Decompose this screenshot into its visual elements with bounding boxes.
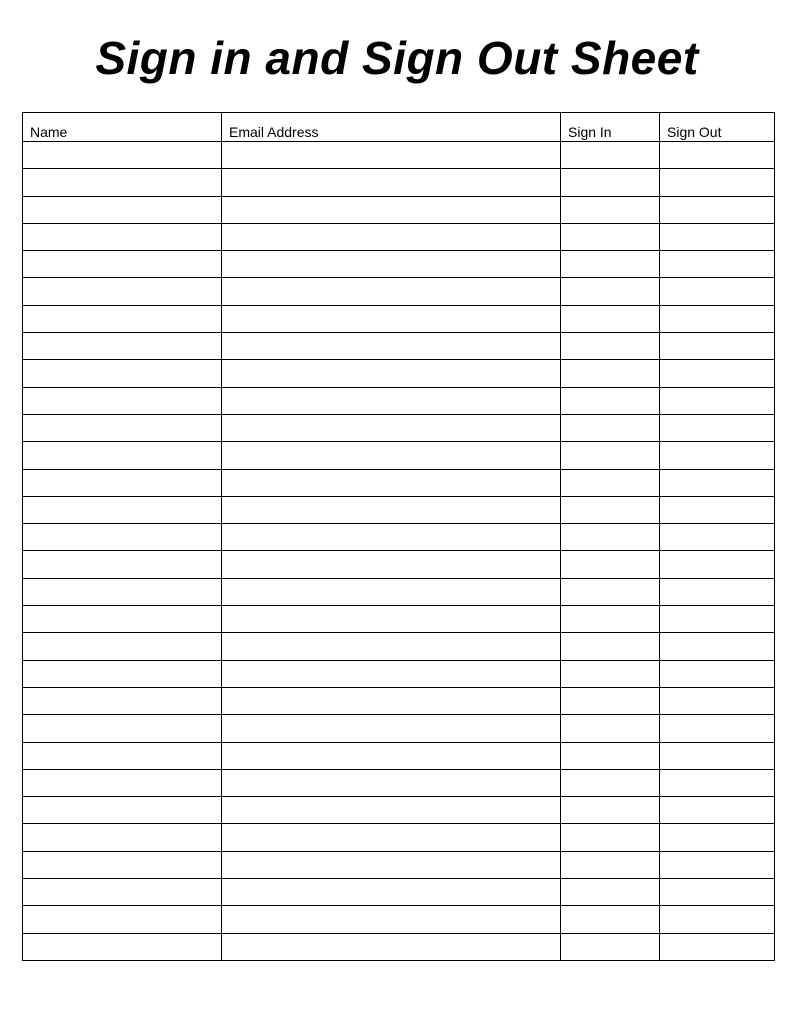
email-cell[interactable] [222, 687, 561, 714]
sign-out-cell[interactable] [660, 769, 775, 796]
email-cell[interactable] [222, 524, 561, 551]
header-email-address: Email Address [222, 113, 561, 142]
sign-in-cell[interactable] [561, 851, 660, 878]
sign-out-cell[interactable] [660, 524, 775, 551]
table-row [23, 305, 775, 332]
table-row [23, 524, 775, 551]
email-cell[interactable] [222, 305, 561, 332]
sign-out-cell[interactable] [660, 797, 775, 824]
sign-in-cell[interactable] [561, 223, 660, 250]
sign-in-cell[interactable] [561, 442, 660, 469]
name-cell[interactable] [23, 524, 222, 551]
email-cell[interactable] [222, 769, 561, 796]
sign-out-cell[interactable] [660, 742, 775, 769]
table-row [23, 824, 775, 851]
table-row [23, 769, 775, 796]
table-row [23, 851, 775, 878]
header-sign-in: Sign In [561, 113, 660, 142]
email-cell[interactable] [222, 551, 561, 578]
email-cell[interactable] [222, 223, 561, 250]
sign-out-cell[interactable] [660, 933, 775, 960]
sign-out-cell[interactable] [660, 906, 775, 933]
name-cell[interactable] [23, 196, 222, 223]
sign-out-cell[interactable] [660, 360, 775, 387]
table-row [23, 223, 775, 250]
sign-in-cell[interactable] [561, 278, 660, 305]
table-row [23, 251, 775, 278]
name-cell[interactable] [23, 169, 222, 196]
table-row [23, 606, 775, 633]
table-row [23, 797, 775, 824]
table-row [23, 333, 775, 360]
email-cell[interactable] [222, 606, 561, 633]
name-cell[interactable] [23, 824, 222, 851]
name-cell[interactable] [23, 606, 222, 633]
sign-out-cell[interactable] [660, 278, 775, 305]
name-cell[interactable] [23, 933, 222, 960]
name-cell[interactable] [23, 715, 222, 742]
email-cell[interactable] [222, 196, 561, 223]
name-cell[interactable] [23, 496, 222, 523]
name-cell[interactable] [23, 687, 222, 714]
header-sign-out: Sign Out [660, 113, 775, 142]
table-row [23, 469, 775, 496]
name-cell[interactable] [23, 442, 222, 469]
sign-in-cell[interactable] [561, 414, 660, 441]
table-row [23, 169, 775, 196]
name-cell[interactable] [23, 223, 222, 250]
sign-out-cell[interactable] [660, 305, 775, 332]
table-row [23, 742, 775, 769]
sign-out-cell[interactable] [660, 578, 775, 605]
table-row [23, 578, 775, 605]
sign-out-cell[interactable] [660, 851, 775, 878]
table-row [23, 387, 775, 414]
header-row [23, 113, 775, 142]
name-cell[interactable] [23, 578, 222, 605]
email-cell[interactable] [222, 933, 561, 960]
name-cell[interactable] [23, 797, 222, 824]
email-cell[interactable] [222, 360, 561, 387]
name-cell[interactable] [23, 742, 222, 769]
sign-out-cell[interactable] [660, 442, 775, 469]
email-cell[interactable] [222, 906, 561, 933]
table-row [23, 414, 775, 441]
sign-out-cell[interactable] [660, 142, 775, 169]
email-cell[interactable] [222, 251, 561, 278]
email-cell[interactable] [222, 742, 561, 769]
name-cell[interactable] [23, 906, 222, 933]
table-row [23, 496, 775, 523]
table-row [23, 687, 775, 714]
name-cell[interactable] [23, 387, 222, 414]
name-cell[interactable] [23, 879, 222, 906]
sign-in-cell[interactable] [561, 742, 660, 769]
sign-in-cell[interactable] [561, 606, 660, 633]
email-cell[interactable] [222, 633, 561, 660]
sign-in-cell[interactable] [561, 360, 660, 387]
table-row [23, 196, 775, 223]
sign-in-cell[interactable] [561, 251, 660, 278]
sign-out-cell[interactable] [660, 387, 775, 414]
sign-in-cell[interactable] [561, 687, 660, 714]
table-row [23, 879, 775, 906]
name-cell[interactable] [23, 278, 222, 305]
email-cell[interactable] [222, 851, 561, 878]
sign-out-cell[interactable] [660, 196, 775, 223]
name-cell[interactable] [23, 769, 222, 796]
sign-out-cell[interactable] [660, 169, 775, 196]
sign-in-cell[interactable] [561, 387, 660, 414]
sign-in-cell[interactable] [561, 469, 660, 496]
email-cell[interactable] [222, 879, 561, 906]
name-cell[interactable] [23, 851, 222, 878]
email-cell[interactable] [222, 797, 561, 824]
table-row [23, 442, 775, 469]
sign-in-cell[interactable] [561, 551, 660, 578]
sign-out-cell[interactable] [660, 333, 775, 360]
sign-out-cell[interactable] [660, 660, 775, 687]
name-cell[interactable] [23, 414, 222, 441]
sign-out-cell[interactable] [660, 687, 775, 714]
email-cell[interactable] [222, 824, 561, 851]
name-cell[interactable] [23, 251, 222, 278]
sign-in-cell[interactable] [561, 660, 660, 687]
table-body [23, 142, 775, 961]
sign-out-cell[interactable] [660, 496, 775, 523]
name-cell[interactable] [23, 633, 222, 660]
table-row [23, 633, 775, 660]
sign-out-cell[interactable] [660, 223, 775, 250]
sign-in-cell[interactable] [561, 142, 660, 169]
email-cell[interactable] [222, 333, 561, 360]
sign-in-cell[interactable] [561, 169, 660, 196]
sign-in-cell[interactable] [561, 879, 660, 906]
sign-out-cell[interactable] [660, 551, 775, 578]
email-cell[interactable] [222, 278, 561, 305]
email-cell[interactable] [222, 660, 561, 687]
sign-in-cell[interactable] [561, 769, 660, 796]
sign-in-cell[interactable] [561, 715, 660, 742]
sign-in-cell[interactable] [561, 824, 660, 851]
page-title: Sign in and Sign Out Sheet [95, 32, 699, 84]
sign-out-cell[interactable] [660, 606, 775, 633]
email-cell[interactable] [222, 715, 561, 742]
table-row [23, 660, 775, 687]
email-cell[interactable] [222, 496, 561, 523]
sign-in-cell[interactable] [561, 496, 660, 523]
email-cell[interactable] [222, 414, 561, 441]
email-cell[interactable] [222, 169, 561, 196]
email-cell[interactable] [222, 387, 561, 414]
sign-out-cell[interactable] [660, 824, 775, 851]
sign-out-cell[interactable] [660, 633, 775, 660]
sign-in-cell[interactable] [561, 305, 660, 332]
table-row [23, 278, 775, 305]
table-row [23, 906, 775, 933]
name-cell[interactable] [23, 305, 222, 332]
email-cell[interactable] [222, 142, 561, 169]
sign-out-cell[interactable] [660, 414, 775, 441]
name-cell[interactable] [23, 469, 222, 496]
sign-in-cell[interactable] [561, 933, 660, 960]
table-row [23, 142, 775, 169]
sign-out-cell[interactable] [660, 715, 775, 742]
sign-in-cell[interactable] [561, 524, 660, 551]
sign-in-cell[interactable] [561, 633, 660, 660]
header-name: Name [23, 113, 222, 142]
name-cell[interactable] [23, 360, 222, 387]
sign-in-cell[interactable] [561, 906, 660, 933]
table-row [23, 933, 775, 960]
sign-out-cell[interactable] [660, 879, 775, 906]
sign-in-cell[interactable] [561, 333, 660, 360]
table-row [23, 551, 775, 578]
name-cell[interactable] [23, 551, 222, 578]
sign-in-cell[interactable] [561, 578, 660, 605]
email-cell[interactable] [222, 578, 561, 605]
name-cell[interactable] [23, 142, 222, 169]
sign-in-table [22, 112, 775, 961]
email-cell[interactable] [222, 469, 561, 496]
sign-out-cell[interactable] [660, 251, 775, 278]
email-cell[interactable] [222, 442, 561, 469]
table-row [23, 715, 775, 742]
table-row [23, 360, 775, 387]
sign-in-cell[interactable] [561, 797, 660, 824]
sign-in-cell[interactable] [561, 196, 660, 223]
name-cell[interactable] [23, 333, 222, 360]
name-cell[interactable] [23, 660, 222, 687]
sign-out-cell[interactable] [660, 469, 775, 496]
